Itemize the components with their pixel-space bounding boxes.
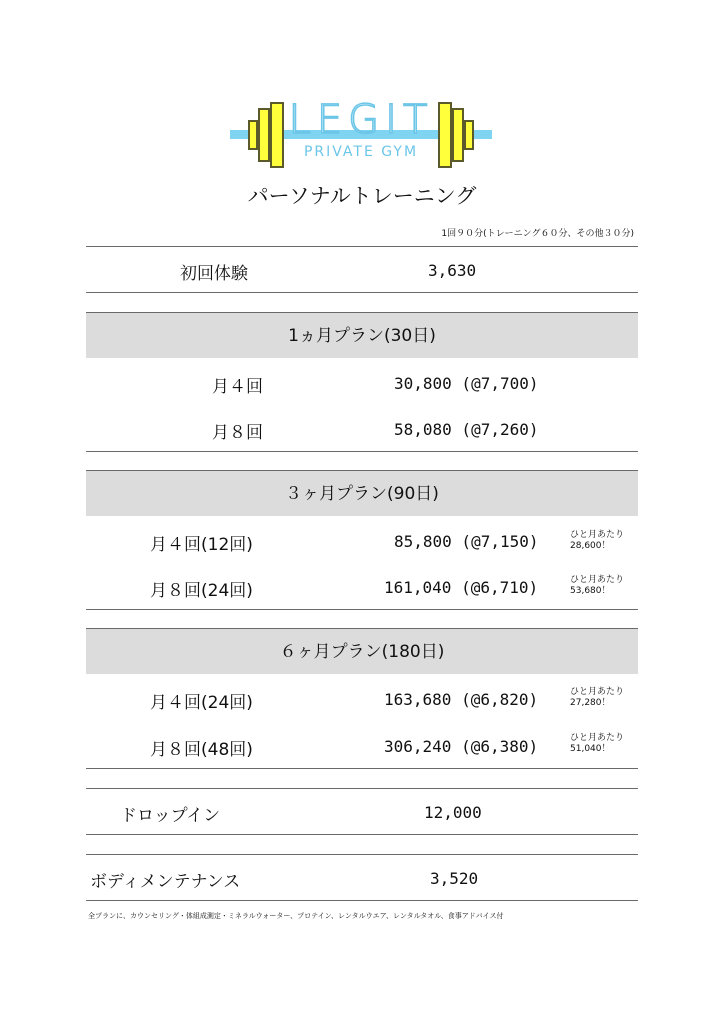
per-month-value: 28,600！ — [570, 541, 611, 551]
gym-logo — [230, 98, 492, 178]
divider — [86, 834, 638, 835]
divider — [86, 900, 638, 901]
plan-row-label: 月４回(24回) — [150, 693, 253, 713]
plan-row-label: 月８回(24回) — [150, 581, 253, 601]
plan-row-label: 月４回 — [212, 377, 263, 397]
plan-row-price: 85,800 (@7,150) — [394, 532, 539, 551]
plan-row-price: 306,240 (@6,380) — [384, 737, 539, 756]
plan-row-price: 161,040 (@6,710) — [384, 578, 539, 597]
per-month-label: ひと月あたり — [570, 733, 625, 743]
per-month-note — [570, 687, 624, 709]
per-month-note — [570, 575, 624, 597]
divider — [86, 292, 638, 293]
logo-subtitle: PRIVATE GYM — [303, 144, 419, 160]
plan-heading: ６ヶ月プラン(180日) — [86, 628, 638, 674]
plan-row-label: 月８回(48回) — [150, 740, 253, 760]
per-month-label: ひと月あたり — [570, 687, 625, 697]
barbell-plate — [452, 108, 464, 162]
per-month-label: ひと月あたり — [570, 530, 625, 540]
plan-row-price: 58,080 (@7,260) — [394, 420, 539, 439]
barbell-plate — [258, 108, 270, 162]
per-month-note — [570, 733, 624, 755]
plan-row-label: 月８回 — [212, 423, 263, 443]
per-month-value: 27,280！ — [570, 698, 611, 708]
plan-row-price: 30,800 (@7,700) — [394, 374, 539, 393]
divider — [86, 246, 638, 247]
per-month-note — [570, 530, 624, 552]
divider — [86, 854, 638, 855]
maintenance-price: 3,520 — [430, 869, 479, 888]
per-month-value: 51,040！ — [570, 744, 611, 754]
plan-row-price: 163,680 (@6,820) — [384, 690, 539, 709]
divider — [86, 609, 638, 610]
barbell-plate — [248, 120, 258, 150]
plan-heading: ３ヶ月プラン(90日) — [86, 470, 638, 516]
page-title: パーソナルトレーニング — [247, 184, 477, 208]
trial-price: 3,630 — [428, 261, 477, 280]
dropin-price: 12,000 — [424, 803, 482, 822]
per-month-label: ひと月あたり — [570, 575, 625, 585]
divider — [86, 768, 638, 769]
barbell-plate — [464, 120, 474, 150]
per-month-value: 53,680！ — [570, 586, 611, 596]
plan-row-label: 月４回(12回) — [150, 535, 253, 555]
footer-note: 全プランに、カウンセリング・体組成測定・ミネラルウォーター、プロテイン、レンタルウエア、レンタルタオル、食事アドバイス付 — [88, 912, 504, 920]
logo-brand-text: LEGIT — [288, 97, 434, 143]
dropin-label: ドロップイン — [120, 806, 221, 826]
divider — [86, 451, 638, 452]
divider — [86, 788, 638, 789]
plan-heading: 1ヵ月プラン(30日) — [86, 312, 638, 358]
maintenance-label: ボディメンテナンス — [90, 872, 241, 892]
trial-label: 初回体験 — [180, 264, 248, 284]
barbell-plate — [438, 102, 452, 168]
session-note: 1回９０分(トレーニング６０分、その他３０分) — [441, 229, 634, 239]
